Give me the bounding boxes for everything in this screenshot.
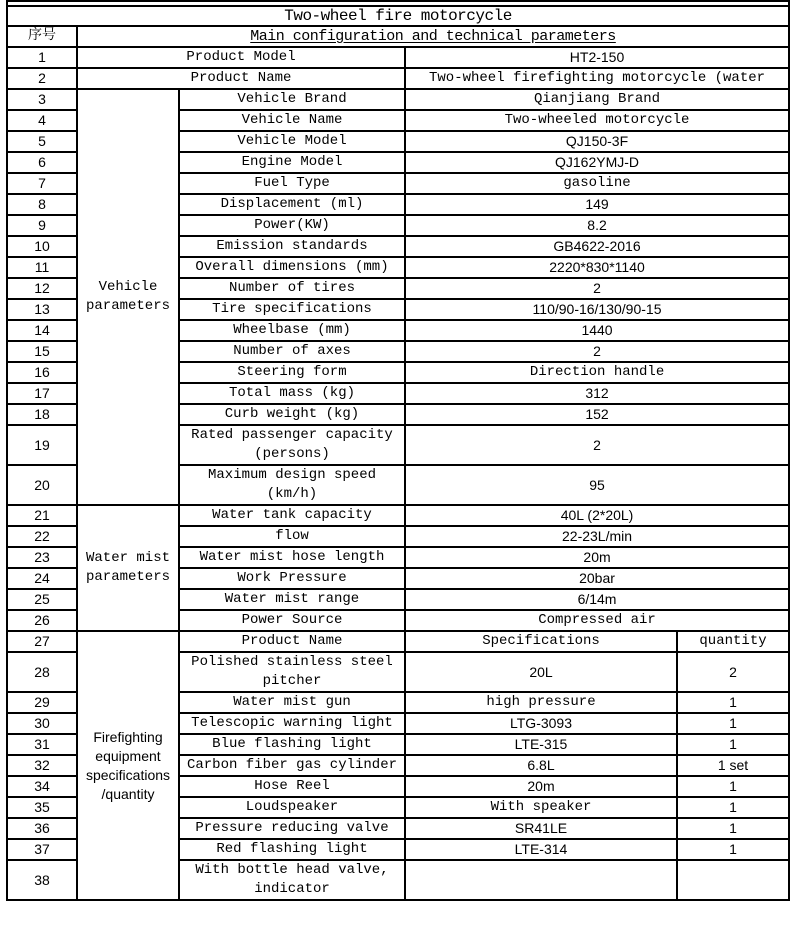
row-number-cell: 11 bbox=[7, 257, 77, 278]
row-number-cell: 29 bbox=[7, 692, 77, 713]
value-cell: 2 bbox=[405, 341, 789, 362]
row-number-cell: 8 bbox=[7, 194, 77, 215]
param-label-cell: Tire specifications bbox=[179, 299, 405, 320]
value-cell: SR41LE bbox=[405, 818, 677, 839]
param-label-cell: Loudspeaker bbox=[179, 797, 405, 818]
param-label-cell: Maximum design speed (km/h) bbox=[179, 465, 405, 505]
row-number-cell: 38 bbox=[7, 860, 77, 900]
table-row bbox=[7, 47, 789, 68]
param-label-cell: Curb weight (kg) bbox=[179, 404, 405, 425]
group-label-cell: Water mist parameters bbox=[77, 505, 179, 631]
value-cell: LTG-3093 bbox=[405, 713, 677, 734]
param-label-cell: Red flashing light bbox=[179, 839, 405, 860]
param-label-cell: Power(KW) bbox=[179, 215, 405, 236]
row-number-cell: 4 bbox=[7, 110, 77, 131]
row-number-cell: 23 bbox=[7, 547, 77, 568]
quantity-cell: 1 bbox=[677, 839, 789, 860]
value-cell: GB4622-2016 bbox=[405, 236, 789, 257]
table-row bbox=[7, 505, 789, 526]
param-label-cell: Telescopic warning light bbox=[179, 713, 405, 734]
quantity-cell: 1 bbox=[677, 797, 789, 818]
main-header: Main configuration and technical parameters bbox=[77, 26, 789, 47]
value-cell: With speaker bbox=[405, 797, 677, 818]
param-label-cell: Number of tires bbox=[179, 278, 405, 299]
row-number-cell: 2 bbox=[7, 68, 77, 89]
param-label-cell: Blue flashing light bbox=[179, 734, 405, 755]
group-label-cell: Vehicle parameters bbox=[77, 89, 179, 505]
index-column-header: 序号 bbox=[7, 26, 77, 47]
row-number-cell: 16 bbox=[7, 362, 77, 383]
group-label-cell: Firefighting equipment specifications /quantity bbox=[77, 631, 179, 900]
param-label-cell: Carbon fiber gas cylinder bbox=[179, 755, 405, 776]
value-cell: 20m bbox=[405, 776, 677, 797]
param-label-cell: Product Model bbox=[77, 47, 405, 68]
value-cell: Direction handle bbox=[405, 362, 789, 383]
header-row bbox=[7, 26, 789, 47]
value-cell: 6.8L bbox=[405, 755, 677, 776]
value-cell: 20m bbox=[405, 547, 789, 568]
row-number-cell: 37 bbox=[7, 839, 77, 860]
param-label-cell: With bottle head valve, indicator bbox=[179, 860, 405, 900]
value-cell: gasoline bbox=[405, 173, 789, 194]
table-row bbox=[7, 68, 789, 89]
param-label-cell: Overall dimensions (mm) bbox=[179, 257, 405, 278]
quantity-cell: 1 set bbox=[677, 755, 789, 776]
value-cell: 2 bbox=[405, 278, 789, 299]
param-label-cell: Total mass (kg) bbox=[179, 383, 405, 404]
quantity-cell: 1 bbox=[677, 818, 789, 839]
param-label-cell: Pressure reducing valve bbox=[179, 818, 405, 839]
row-number-cell: 13 bbox=[7, 299, 77, 320]
param-label-cell: Emission standards bbox=[179, 236, 405, 257]
table-row bbox=[7, 631, 789, 652]
row-number-cell: 12 bbox=[7, 278, 77, 299]
value-cell: 110/90-16/130/90-15 bbox=[405, 299, 789, 320]
row-number-cell: 6 bbox=[7, 152, 77, 173]
value-cell: 2220*830*1140 bbox=[405, 257, 789, 278]
value-cell: 2 bbox=[405, 425, 789, 465]
value-cell: 312 bbox=[405, 383, 789, 404]
value-cell: 40L (2*20L) bbox=[405, 505, 789, 526]
row-number-cell: 19 bbox=[7, 425, 77, 465]
value-cell: Qianjiang Brand bbox=[405, 89, 789, 110]
row-number-cell: 28 bbox=[7, 652, 77, 692]
row-number-cell: 3 bbox=[7, 89, 77, 110]
value-cell: 22-23L/min bbox=[405, 526, 789, 547]
param-label-cell: Number of axes bbox=[179, 341, 405, 362]
param-label-cell: flow bbox=[179, 526, 405, 547]
row-number-cell: 36 bbox=[7, 818, 77, 839]
table-title: Two-wheel fire motorcycle bbox=[7, 6, 789, 26]
quantity-cell: 1 bbox=[677, 713, 789, 734]
value-cell: 20L bbox=[405, 652, 677, 692]
quantity-cell: quantity bbox=[677, 631, 789, 652]
quantity-cell: 1 bbox=[677, 734, 789, 755]
spec-table bbox=[6, 0, 790, 901]
param-label-cell: Hose Reel bbox=[179, 776, 405, 797]
param-label-cell: Polished stainless steel pitcher bbox=[179, 652, 405, 692]
row-number-cell: 35 bbox=[7, 797, 77, 818]
param-label-cell: Wheelbase (mm) bbox=[179, 320, 405, 341]
row-number-cell: 20 bbox=[7, 465, 77, 505]
param-label-cell: Displacement (ml) bbox=[179, 194, 405, 215]
row-number-cell: 18 bbox=[7, 404, 77, 425]
row-number-cell: 17 bbox=[7, 383, 77, 404]
value-cell: 152 bbox=[405, 404, 789, 425]
param-label-cell: Engine Model bbox=[179, 152, 405, 173]
value-cell: LTE-315 bbox=[405, 734, 677, 755]
row-number-cell: 10 bbox=[7, 236, 77, 257]
row-number-cell: 15 bbox=[7, 341, 77, 362]
param-label-cell: Water mist range bbox=[179, 589, 405, 610]
value-cell: 1440 bbox=[405, 320, 789, 341]
row-number-cell: 26 bbox=[7, 610, 77, 631]
param-label-cell: Vehicle Brand bbox=[179, 89, 405, 110]
row-number-cell: 32 bbox=[7, 755, 77, 776]
value-cell: Two-wheeled motorcycle bbox=[405, 110, 789, 131]
param-label-cell: Vehicle Name bbox=[179, 110, 405, 131]
value-cell: 149 bbox=[405, 194, 789, 215]
row-number-cell: 5 bbox=[7, 131, 77, 152]
row-number-cell: 24 bbox=[7, 568, 77, 589]
row-number-cell: 21 bbox=[7, 505, 77, 526]
value-cell: HT2-150 bbox=[405, 47, 789, 68]
row-number-cell: 30 bbox=[7, 713, 77, 734]
row-number-cell: 31 bbox=[7, 734, 77, 755]
param-label-cell: Water mist gun bbox=[179, 692, 405, 713]
param-label-cell: Fuel Type bbox=[179, 173, 405, 194]
row-number-cell: 27 bbox=[7, 631, 77, 652]
value-cell: QJ162YMJ-D bbox=[405, 152, 789, 173]
row-number-cell: 14 bbox=[7, 320, 77, 341]
value-cell: 95 bbox=[405, 465, 789, 505]
value-cell: 6/14m bbox=[405, 589, 789, 610]
param-label-cell: Water mist hose length bbox=[179, 547, 405, 568]
value-cell: Compressed air bbox=[405, 610, 789, 631]
param-label-cell: Product Name bbox=[77, 68, 405, 89]
value-cell: 20bar bbox=[405, 568, 789, 589]
quantity-cell bbox=[677, 860, 789, 900]
value-cell bbox=[405, 860, 677, 900]
row-number-cell: 25 bbox=[7, 589, 77, 610]
table-row bbox=[7, 89, 789, 110]
param-label-cell: Rated passenger capacity (persons) bbox=[179, 425, 405, 465]
title-row bbox=[7, 6, 789, 26]
param-label-cell: Steering form bbox=[179, 362, 405, 383]
row-number-cell: 22 bbox=[7, 526, 77, 547]
quantity-cell: 1 bbox=[677, 692, 789, 713]
param-label-cell: Product Name bbox=[179, 631, 405, 652]
row-number-cell: 1 bbox=[7, 47, 77, 68]
param-label-cell: Work Pressure bbox=[179, 568, 405, 589]
value-cell: Two-wheel firefighting motorcycle (water bbox=[405, 68, 789, 89]
quantity-cell: 2 bbox=[677, 652, 789, 692]
value-cell: Specifications bbox=[405, 631, 677, 652]
row-number-cell: 9 bbox=[7, 215, 77, 236]
row-number-cell: 34 bbox=[7, 776, 77, 797]
param-label-cell: Water tank capacity bbox=[179, 505, 405, 526]
value-cell: 8.2 bbox=[405, 215, 789, 236]
param-label-cell: Power Source bbox=[179, 610, 405, 631]
param-label-cell: Vehicle Model bbox=[179, 131, 405, 152]
row-number-cell: 7 bbox=[7, 173, 77, 194]
quantity-cell: 1 bbox=[677, 776, 789, 797]
value-cell: LTE-314 bbox=[405, 839, 677, 860]
value-cell: QJ150-3F bbox=[405, 131, 789, 152]
value-cell: high pressure bbox=[405, 692, 677, 713]
